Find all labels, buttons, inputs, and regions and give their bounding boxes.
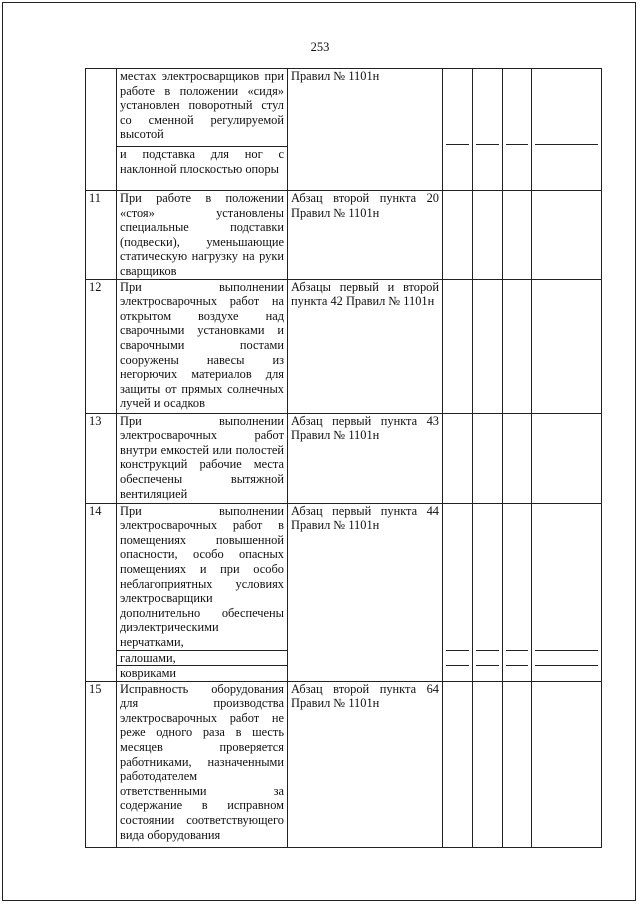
reference-cell: Абзац первый пункта 43 Правил № 1101н (288, 413, 443, 503)
requirement-text: При работе в положении «стоя» установлены специальные подставки (подвески), уменьшающие статическую нагрузку на руки сварщиков (117, 191, 288, 280)
no-cell (473, 681, 503, 847)
yes-cell (443, 681, 473, 847)
row-number: 15 (86, 681, 117, 847)
requirement-text: При выполнении электросварочных работ в помещениях повышенной опасности, особо опасных помещениях и при особо неблагоприятных условиях электросварщики дополнительно обеспечены диэлектрическими нерчатками, (117, 504, 287, 651)
yes-cell (443, 279, 473, 413)
notes-cell (532, 413, 602, 503)
notes-cell (532, 681, 602, 847)
yes-cell (443, 191, 473, 280)
table-row (86, 681, 602, 847)
table-row (86, 413, 602, 503)
not-applicable-cell (503, 279, 532, 413)
yes-cell (443, 503, 473, 681)
page-number: 253 (310, 40, 330, 54)
reference-cell: Правил № 1101н (288, 69, 443, 191)
requirement-text: При выполнении электросварочных работ внутри емкостей или полостей конструкций рабочие места обеспечены вытяжной вентиляцией (117, 413, 288, 503)
row-number: 14 (86, 503, 117, 681)
reference-cell: Абзац второй пункта 64 Правил № 1101н (288, 681, 443, 847)
requirement-text: При выполнении электросварочных работ на открытом воздухе над сварочными установками и сварочными постами сооружены навесы из негорючих материалов для защиты от прямых солнечных лучей и осадков (117, 279, 288, 413)
requirement-text: галошами, (117, 651, 287, 666)
notes-cell (532, 503, 602, 681)
table-row (86, 191, 602, 280)
no-cell (473, 69, 503, 191)
no-cell (473, 191, 503, 280)
table-row (86, 503, 602, 681)
not-applicable-cell (503, 681, 532, 847)
checklist-table (85, 68, 602, 848)
table-row (86, 69, 602, 191)
requirement-text: Исправность оборудования для производства электросварочных работ не реже одного раза в шесть месяцев проверяется работниками, назначенными работодателем ответственными за содержание в исправном состоянии соответствующего вида оборудования (117, 681, 288, 847)
not-applicable-cell (503, 69, 532, 191)
no-cell (473, 503, 503, 681)
row-number: 11 (86, 191, 117, 280)
no-cell (473, 413, 503, 503)
yes-cell (443, 69, 473, 191)
notes-cell (532, 279, 602, 413)
requirement-text: и подставка для ног с наклонной плоскостью опоры (120, 147, 284, 176)
not-applicable-cell (503, 503, 532, 681)
notes-cell (532, 191, 602, 280)
requirement-cell (117, 503, 288, 681)
row-number: 13 (86, 413, 117, 503)
table-row (86, 279, 602, 413)
reference-cell: Абзац первый пункта 44 Правил № 1101н (288, 503, 443, 681)
row-number (86, 69, 117, 191)
row-number: 12 (86, 279, 117, 413)
requirement-text: ковриками (120, 665, 177, 680)
reference-cell: Абзацы первый и второй пункта 42 Правил № 1101н (288, 279, 443, 413)
yes-cell (443, 413, 473, 503)
not-applicable-cell (503, 413, 532, 503)
reference-cell: Абзац второй пункта 20 Правил № 1101н (288, 191, 443, 280)
requirement-text: местах электросварщиков при работе в положении «сидя» установлен поворотный стул со сменной регулируемой высотой (117, 69, 287, 147)
not-applicable-cell (503, 191, 532, 280)
requirement-cell (117, 69, 288, 191)
no-cell (473, 279, 503, 413)
notes-cell (532, 69, 602, 191)
